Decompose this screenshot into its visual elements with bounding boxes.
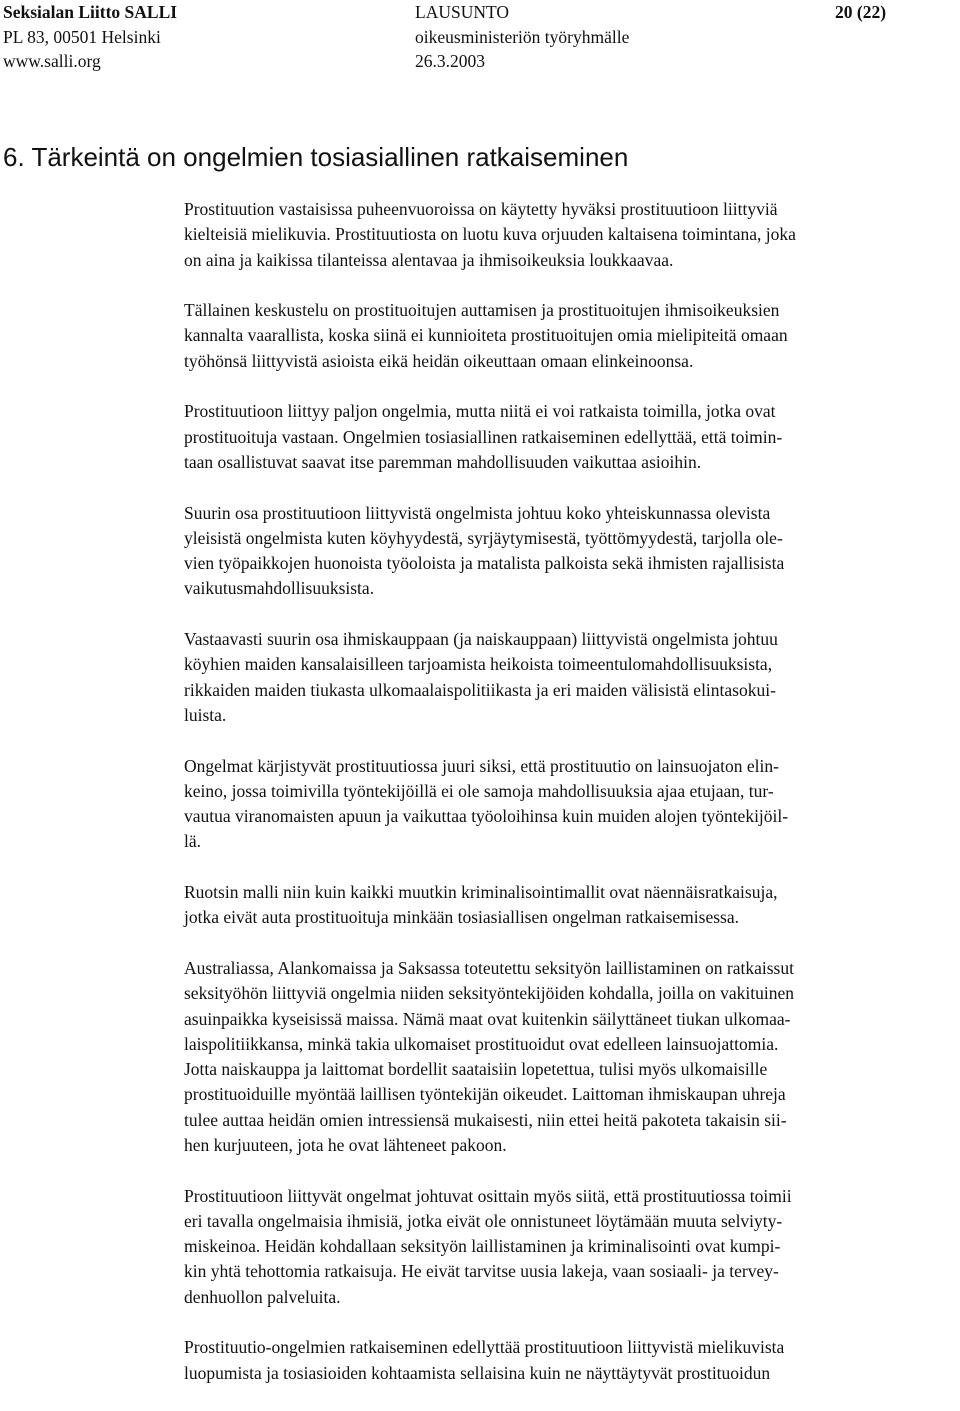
paragraph xyxy=(184,1335,954,1386)
paragraph-line: vien työpaikkojen huonoista työoloista ja matalista palkoista sekä ihmisten rajallisista xyxy=(184,553,785,574)
paragraph-line: Ongelmat kärjistyvät prostituutiossa juuri siksi, että prostituutio on lainsuojaton elin- xyxy=(184,755,779,776)
paragraph-line: Prostituutioon liittyvät ongelmat johtuvat osittain myös siitä, että prostituutiossa toimii xyxy=(184,1185,792,1206)
paragraph-line: Ruotsin malli niin kuin kaikki muutkin kriminalisointimallit ovat näennäisratkaisuja, xyxy=(184,882,778,903)
paragraph-line: työhönsä liittyvistä asioista eikä heidän oikeuttaan omaan elinkeinoonsa. xyxy=(184,350,694,371)
paragraph-line: taan osallistuvat saavat itse paremman mahdollisuuden vaikuttaa asioihin. xyxy=(184,451,702,472)
paragraph-line: Australiassa, Alankomaissa ja Saksassa toteutettu seksityön laillistaminen on ratkaissut xyxy=(184,957,794,978)
document-body xyxy=(184,197,954,1411)
header-organization xyxy=(3,0,393,74)
paragraph-line: prostituoiduille myöntää laillisen työntekijän oikeudet. Laittoman ihmiskaupan uhreja xyxy=(184,1084,786,1105)
paragraph-line: luista. xyxy=(184,704,227,725)
paragraph-line: Prostituution vastaisissa puheenvuoroissa on käytetty hyväksi prostituutioon liittyviä xyxy=(184,199,778,219)
organization-name: Seksialan Liitto SALLI xyxy=(3,2,178,22)
paragraph-line: vautua viranomaisten apuun ja vaikuttaa työoloihinsa kuin muiden alojen työntekijöil- xyxy=(184,806,789,827)
paragraph-line: eri tavalla ongelmaisia ihmisiä, jotka eivät ole onnistuneet löytämään muuta selviyty- xyxy=(184,1210,783,1231)
paragraph xyxy=(184,399,954,475)
paragraph xyxy=(184,501,954,602)
paragraph xyxy=(184,754,954,855)
paragraph-line: Jotta naiskauppa ja laittomat bordellit saataisiin lopetettua, tulisi myös ulkomaisille xyxy=(184,1059,768,1080)
section-title: 6. Tärkeintä on ongelmien tosiasiallinen ratkaiseminen xyxy=(3,142,629,172)
paragraph-line: miskeinoa. Heidän kohdallaan seksityön laillistaminen ja kriminalisointi ovat kumpi- xyxy=(184,1236,781,1257)
paragraph-line: rikkaiden maiden tiukasta ulkomaalaispolitiikasta ja eri maiden välisistä elintasokui- xyxy=(184,679,776,700)
paragraph-line: denhuollon palveluita. xyxy=(184,1286,341,1307)
paragraph-line: luopumista ja tosiasioiden kohtaamista sellaisina kuin ne näyttäytyvät prostituoidun xyxy=(184,1362,771,1383)
paragraph-line: prostituoituja vastaan. Ongelmien tosiasiallinen ratkaiseminen edellyttää, että toimin- xyxy=(184,426,783,447)
paragraph xyxy=(184,627,954,728)
paragraph-line: köyhien maiden kansalaisilleen tarjoamista heikoista toimeentulomahdollisuuksista, xyxy=(184,654,773,675)
header-document-info xyxy=(415,0,815,74)
paragraph-line: Vastaavasti suurin osa ihmiskauppaan (ja naiskauppaan) liittyvistä ongelmista johtuu xyxy=(184,629,778,650)
paragraph-line: asuinpaikka kyseisissä maissa. Nämä maat ovat kuitenkin säilyttäneet tiukan ulkomaa- xyxy=(184,1008,791,1029)
header-page-info xyxy=(835,0,955,25)
organization-website: www.salli.org xyxy=(3,51,101,71)
paragraph-line: kin yhtä tehottomia ratkaisuja. He eivät tarvitse uusia lakeja, vaan sosiaali- ja tervey- xyxy=(184,1261,779,1282)
organization-address: PL 83, 00501 Helsinki xyxy=(3,26,161,47)
paragraph-line: tulee auttaa heidän omien intressiensä mukaisesti, niin ettei heitä pakoteta takaisin sii- xyxy=(184,1109,787,1130)
paragraph-line: keino, jossa toimivilla työntekijöillä ei ole samoja mahdollisuuksia ajaa etujaan, tur- xyxy=(184,780,774,801)
paragraph-line: kannalta vaarallista, koska siinä ei kunnioiteta prostituoitujen omia mielipiteitä omaan xyxy=(184,325,788,346)
paragraph xyxy=(184,197,954,273)
page-number: 20 (22) xyxy=(835,2,887,22)
paragraph xyxy=(184,956,954,1158)
document-date: 26.3.2003 xyxy=(415,51,485,71)
paragraph-line: Tällainen keskustelu on prostituoitujen auttamisen ja prostituoitujen ihmisoikeuksien xyxy=(184,300,780,321)
paragraph-line: lä. xyxy=(184,831,202,852)
paragraph-line: Prostituutioon liittyy paljon ongelmia, mutta niitä ei voi ratkaista toimilla, jotka ovat xyxy=(184,401,776,422)
paragraph-line: kielteisiä mielikuvia. Prostituutiosta on luotu kuva orjuuden kaltaisena toimintana, joka xyxy=(184,224,796,245)
paragraph-line: on aina ja kaikissa tilanteissa alentavaa ja ihmisoikeuksia loukkaavaa. xyxy=(184,249,674,270)
paragraph-line: Prostituutio-ongelmien ratkaiseminen edellyttää prostituutioon liittyvistä mielikuvista xyxy=(184,1337,785,1358)
paragraph-line: laispolitiikkansa, minkä takia ulkomaiset prostituoidut ovat edelleen lainsuojattomia. xyxy=(184,1033,779,1054)
paragraph-line: Suurin osa prostituutioon liittyvistä ongelmista johtuu koko yhteiskunnassa olevista xyxy=(184,502,771,523)
paragraph-line: yleisistä ongelmista kuten köyhyydestä, syrjäytymisestä, työttömyydestä, tarjolla ole- xyxy=(184,527,783,548)
paragraph-line: vaikutusmahdollisuuksista. xyxy=(184,578,375,599)
paragraph-line: jotka eivät auta prostituoituja minkään tosiasiallisen ongelman ratkaisemisessa. xyxy=(184,907,740,928)
paragraph xyxy=(184,880,954,931)
paragraph xyxy=(184,1184,954,1310)
document-recipient: oikeusministeriön työryhmälle xyxy=(415,26,630,47)
paragraph xyxy=(184,298,954,374)
paragraph-line: hen kurjuuteen, jota he ovat lähteneet pakoon. xyxy=(184,1134,507,1155)
document-type: LAUSUNTO xyxy=(415,2,509,22)
paragraph-line: seksityöhön liittyviä ongelmia niiden seksityöntekijöiden kohdalla, joilla on vakituinen xyxy=(184,983,794,1004)
